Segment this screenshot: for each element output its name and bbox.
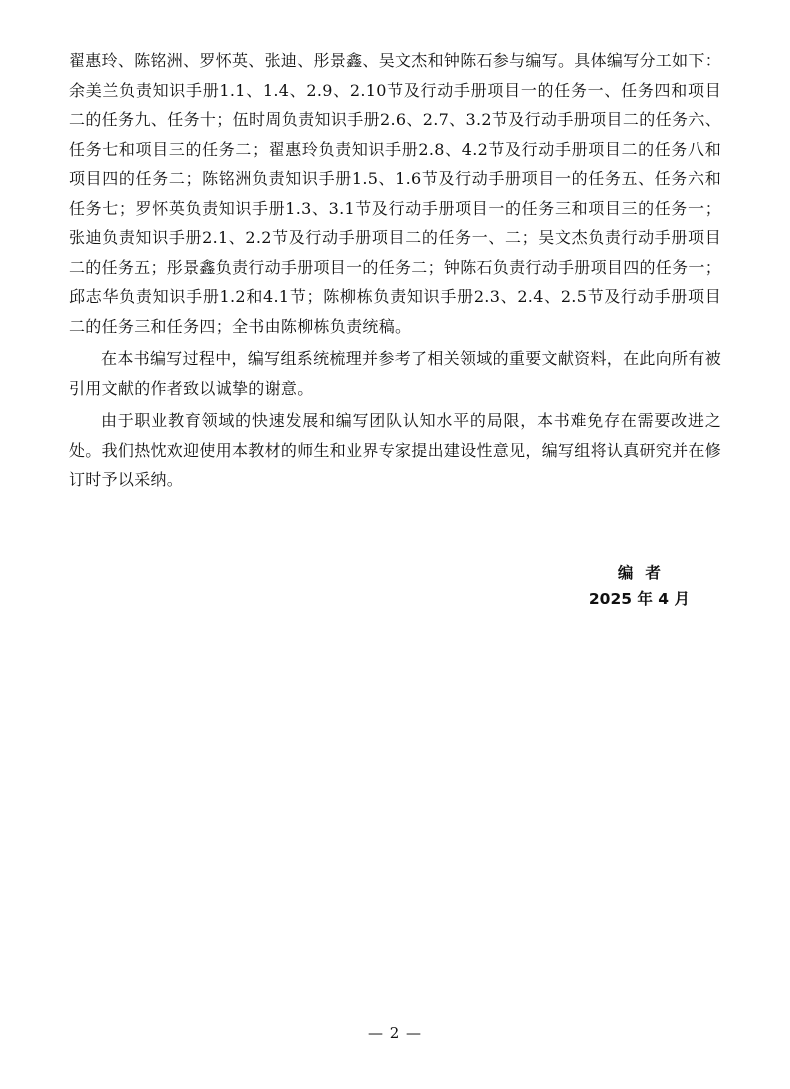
paragraph-acknowledgement: 在本书编写过程中，编写组系统梳理并参考了相关领域的重要文献资料，在此向所有被引用文献的作者致以诚挚的谢意。 bbox=[69, 349, 721, 398]
signature-block bbox=[589, 560, 690, 612]
signature-author: 编者 bbox=[617, 564, 673, 582]
body-text bbox=[69, 46, 721, 498]
paragraph-contributors: 翟惠玲、陈铭洲、罗怀英、张迪、彤景鑫、吴文杰和钟陈石参与编写。具体编写分工如下：余美兰负责知识手册1.1、1.4、2.9、2.10节及行动手册项目一的任务一、任务四和项目二的任务九、任务十；伍时周负责知识手册2.6、2.7、3.2节及行动手册项目二的任务六、任务七和项目三的任务二；翟惠玲负责知识手册2.8、4.2节及行动手册项目二的任务八和项目四的任务二；陈铭洲负责知识手册1.5、1.6节及行动手册项目一的任务五、任务六和任务七；罗怀英负责知识手册1.3、3.1节及行动手册项目一的任务三和项目三的任务一；张迪负责知识手册2.1、2.2节及行动手册项目二的任务一、二；吴文杰负责行动手册项目二的任务五；彤景鑫负责行动手册项目一的任务二；钟陈石负责行动手册项目四的任务一；邱志华负责知识手册1.2和4.1节；陈柳栋负责知识手册2.3、2.4、2.5节及行动手册项目二的任务三和任务四；全书由陈柳栋负责统稿。 bbox=[69, 51, 722, 336]
signature-date: 2025 年 4 月 bbox=[588, 590, 690, 608]
page-number: — 2 — bbox=[367, 1024, 423, 1042]
paragraph-feedback: 由于职业教育领域的快速发展和编写团队认知水平的局限，本书难免存在需要改进之处。我们热忱欢迎使用本教材的师生和业界专家提出建设性意见，编写组将认真研究并在修订时予以采纳。 bbox=[69, 411, 722, 489]
